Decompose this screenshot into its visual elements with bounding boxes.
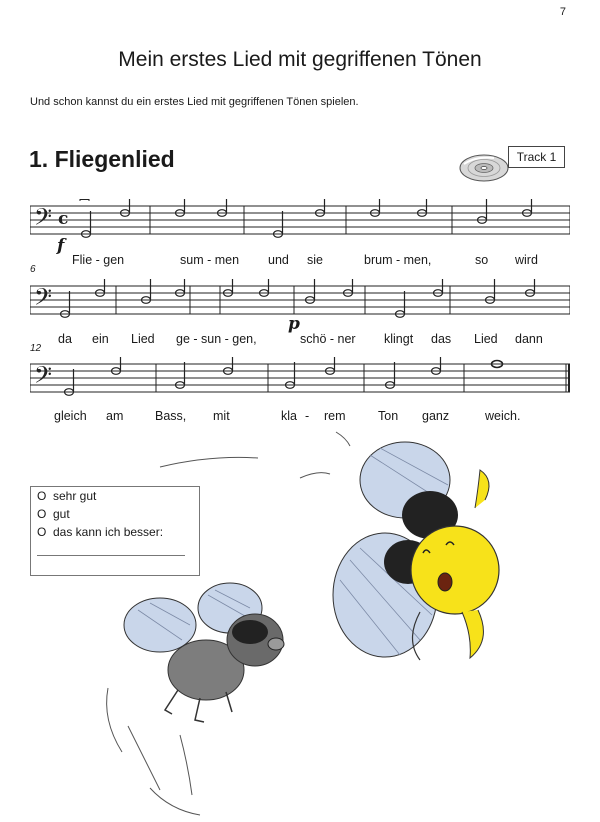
lyric-syllable: am (106, 409, 124, 423)
lyric-syllable: klingt (384, 332, 414, 346)
lyric-syllable: Lied (474, 332, 498, 346)
radio-circle-icon[interactable]: O (37, 525, 47, 539)
measure-number: 12 (30, 343, 42, 354)
radio-circle-icon[interactable]: O (37, 507, 47, 521)
lyric-syllable: ein (92, 332, 109, 346)
svg-text:𝄢: 𝄢 (34, 203, 53, 236)
rating-option-label: gut (53, 507, 70, 521)
rating-option-good[interactable] (37, 507, 70, 521)
lyric-syllable: ge - sun - gen, (176, 332, 257, 346)
song-title: 1. Fliegenlied (29, 146, 175, 172)
rating-option-label: sehr gut (53, 489, 97, 503)
lyric-syllable: dann (515, 332, 543, 346)
answer-line[interactable] (37, 555, 185, 556)
lyric-syllable: und (268, 253, 289, 267)
fly-character (124, 583, 284, 722)
intro-text: Und schon kannst du ein erstes Lied mit gegriffenen Tönen spielen. (30, 96, 359, 108)
rating-option-label: das kann ich besser: (53, 525, 164, 539)
lyric-syllable: sum - men (180, 253, 240, 267)
lyric-syllable: Ton (378, 409, 399, 423)
dynamic-forte: f (57, 236, 65, 256)
bee-character (333, 442, 499, 660)
radio-circle-icon[interactable]: O (37, 489, 47, 503)
lyric-syllable: Bass, (155, 409, 187, 423)
rating-option-can-do-better[interactable] (37, 525, 163, 539)
lyric-syllable: Lied (131, 332, 155, 346)
lyric-syllable: wird (515, 253, 538, 267)
page-number: 7 (559, 6, 566, 18)
self-assessment-box (30, 486, 200, 576)
svg-text:c: c (58, 209, 69, 229)
lyric-syllable: kla (281, 409, 297, 423)
rating-option-very-good[interactable] (37, 489, 96, 503)
lyric-syllable: ganz (422, 409, 450, 423)
lyric-syllable: schö - ner (300, 332, 356, 346)
lyric-syllable: brum - men, (364, 253, 432, 267)
svg-text:𝄢: 𝄢 (34, 361, 53, 394)
page-title: Mein erstes Lied mit gegriffenen Tönen (118, 48, 482, 71)
track-label: Track 1 (508, 146, 565, 168)
lyric-syllable: Flie - gen (72, 253, 125, 267)
lyric-syllable: weich. (485, 409, 521, 423)
lyric-syllable: das (431, 332, 452, 346)
measure-number: 6 (30, 264, 36, 275)
lyric-syllable: da (58, 332, 72, 346)
svg-text:𝄢: 𝄢 (34, 283, 53, 316)
lyric-syllable: so (475, 253, 489, 267)
dynamic-piano: p (288, 314, 300, 334)
lyric-syllable: - (305, 409, 310, 423)
lyric-syllable: sie (307, 253, 323, 267)
lyric-syllable: rem (324, 409, 346, 423)
lyric-syllable: gleich (54, 409, 87, 423)
lyric-syllable: mit (213, 409, 230, 423)
